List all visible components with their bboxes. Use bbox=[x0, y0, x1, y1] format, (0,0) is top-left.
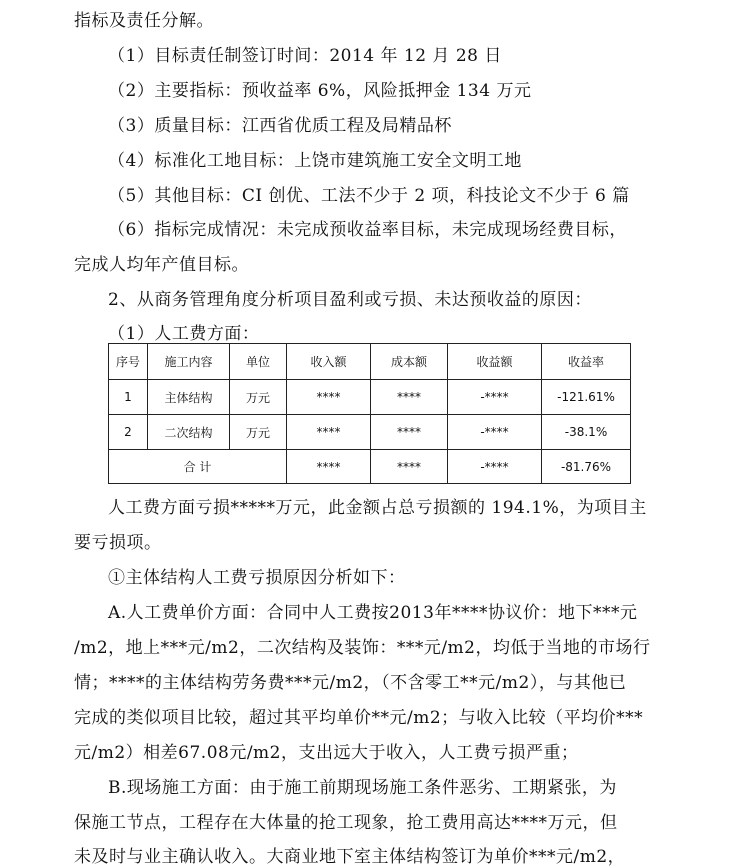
subsection-heading: （1）人工费方面： bbox=[108, 324, 260, 344]
table-cell: -**** bbox=[448, 450, 542, 484]
table-cell: 万元 bbox=[230, 415, 287, 450]
table-header: 收益额 bbox=[448, 344, 542, 380]
para-line: 人工费方面亏损*****万元，此金额占总亏损额的 194.1%，为项目主 bbox=[108, 498, 647, 518]
table-cell: -**** bbox=[448, 380, 542, 415]
target-item-4: （4）标准化工地目标：上饶市建筑施工安全文明工地 bbox=[108, 151, 522, 171]
table-total-row bbox=[109, 450, 631, 484]
para-line: 情；****的主体结构劳务费***元/m2，（不含零工**元/m2），与其他已 bbox=[74, 673, 627, 693]
para-line: 元/m2）相差67.08元/m2，支出远大于收入，人工费亏损严重； bbox=[74, 743, 579, 763]
table-cell: 二次结构 bbox=[148, 415, 230, 450]
table-cell: -**** bbox=[448, 415, 542, 450]
para-line: A.人工费单价方面：合同中人工费按2013年****协议价：地下***元 bbox=[108, 603, 638, 623]
table-cell: -38.1% bbox=[542, 415, 631, 450]
table-header: 成本额 bbox=[371, 344, 448, 380]
table-header-row bbox=[109, 344, 631, 380]
table-cell: 1 bbox=[109, 380, 148, 415]
table-cell: **** bbox=[287, 450, 371, 484]
table-cell: **** bbox=[371, 450, 448, 484]
table-cell: 主体结构 bbox=[148, 380, 230, 415]
table-header: 单位 bbox=[230, 344, 287, 380]
labor-cost-table bbox=[108, 343, 631, 484]
table-cell: 万元 bbox=[230, 380, 287, 415]
table-row bbox=[109, 380, 631, 415]
table-cell: **** bbox=[371, 380, 448, 415]
table-row bbox=[109, 415, 631, 450]
target-item-5: （5）其他目标：CI 创优、工法不少于 2 项，科技论文不少于 6 篇 bbox=[108, 186, 630, 206]
table-cell: **** bbox=[287, 415, 371, 450]
para-line: 完成人均年产值目标。 bbox=[74, 255, 249, 275]
target-item-2: （2）主要指标：预收益率 6%，风险抵押金 134 万元 bbox=[108, 81, 532, 101]
target-item-3: （3）质量目标：江西省优质工程及局精品杯 bbox=[108, 116, 452, 136]
table-header: 收入额 bbox=[287, 344, 371, 380]
analysis-heading: ①主体结构人工费亏损原因分析如下： bbox=[108, 568, 406, 588]
para-line: 指标及责任分解。 bbox=[74, 11, 214, 31]
table-header: 施工内容 bbox=[148, 344, 230, 380]
table-header: 序号 bbox=[109, 344, 148, 380]
para-line: 完成的类似项目比较，超过其平均单价**元/m2；与收入比较（平均价*** bbox=[74, 708, 644, 728]
table-cell: -121.61% bbox=[542, 380, 631, 415]
para-line: /m2，地上***元/m2，二次结构及装饰：***元/m2，均低于当地的市场行 bbox=[74, 638, 651, 658]
para-line: 保施工节点，工程存在大体量的抢工现象，抢工费用高达****万元，但 bbox=[74, 813, 618, 833]
para-line: B.现场施工方面：由于施工前期现场施工条件恶劣、工期紧张，为 bbox=[108, 778, 617, 798]
target-item-6: （6）指标完成情况：未完成预收益率目标，未完成现场经费目标， bbox=[108, 220, 627, 240]
section-heading: 2、从商务管理角度分析项目盈利或亏损、未达预收益的原因： bbox=[108, 290, 592, 310]
para-line: 要亏损项。 bbox=[74, 533, 162, 553]
table-header: 收益率 bbox=[542, 344, 631, 380]
table-cell: 2 bbox=[109, 415, 148, 450]
para-line: 未及时与业主确认收入。大商业地下室主体结构签订为单价***元/m2， bbox=[74, 847, 626, 867]
table-cell: **** bbox=[287, 380, 371, 415]
table-cell: **** bbox=[371, 415, 448, 450]
target-item-1: （1）目标责任制签订时间：2014 年 12 月 28 日 bbox=[108, 46, 502, 66]
table-cell: -81.76% bbox=[542, 450, 631, 484]
table-total-label: 合 计 bbox=[109, 450, 287, 484]
